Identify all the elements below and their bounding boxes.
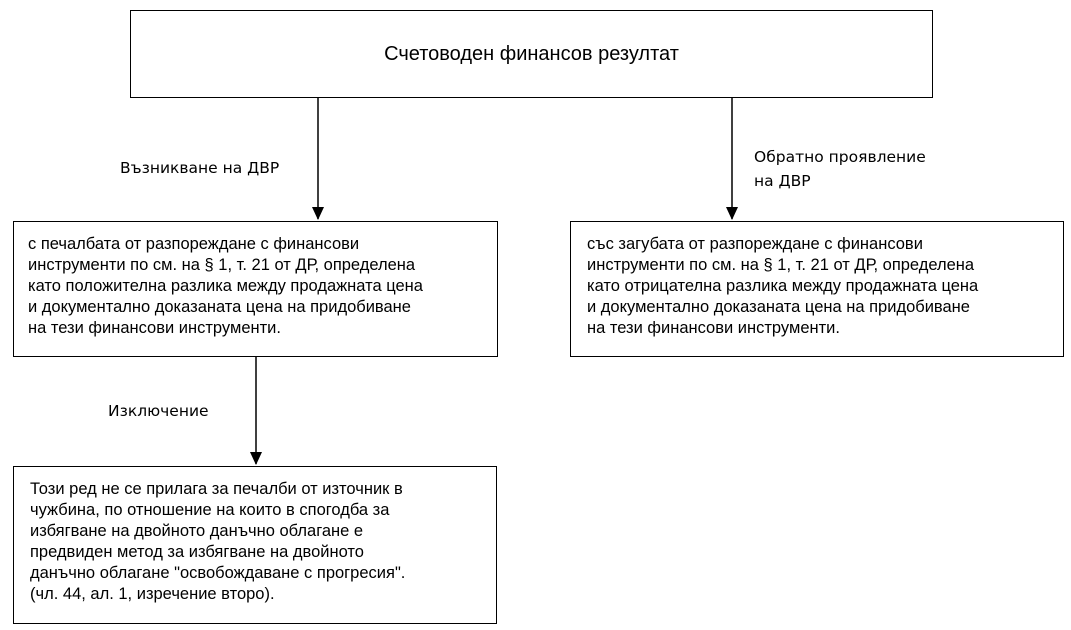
profit-line: с печалбата от разпореждане с финансови bbox=[28, 235, 360, 253]
exception-line: данъчно облагане "освобождаване с прогресия". bbox=[30, 564, 406, 582]
label-reversal-line2: на ДВР bbox=[754, 172, 811, 190]
loss-line: инструменти по см. на § 1, т. 21 от ДР, определена bbox=[587, 256, 975, 274]
root-box bbox=[130, 10, 933, 98]
loss-line: на тези финансови инструменти. bbox=[587, 319, 840, 337]
label-reversal-line1: Обратно проявление bbox=[754, 148, 926, 166]
exception-line: (чл. 44, ал. 1, изречение второ). bbox=[30, 585, 275, 603]
loss-box bbox=[570, 221, 1064, 357]
label-exception: Изключение bbox=[108, 402, 209, 420]
arrowhead-right bbox=[726, 207, 738, 220]
exception-box bbox=[13, 466, 497, 624]
profit-line: като положителна разлика между продажната цена bbox=[28, 277, 423, 295]
exception-line: избягване на двойното данъчно облагане е bbox=[30, 522, 364, 540]
profit-box bbox=[13, 221, 498, 357]
arrowhead-left bbox=[312, 207, 324, 220]
loss-line: и документално доказаната цена на придобиване bbox=[587, 298, 970, 316]
exception-line: чужбина, по отношение на които в спогодба за bbox=[30, 501, 390, 519]
exception-line: Този ред не се прилага за печалби от източник в bbox=[30, 480, 403, 498]
loss-line: като отрицателна разлика между продажната цена bbox=[587, 277, 979, 295]
arrowhead-bottom bbox=[250, 452, 262, 465]
root-title: Счетоводен финансов резултат bbox=[384, 42, 679, 65]
exception-line: предвиден метод за избягване на двойното bbox=[30, 543, 364, 561]
profit-line: и документално доказаната цена на придобиване bbox=[28, 298, 411, 316]
profit-line: инструменти по см. на § 1, т. 21 от ДР, определена bbox=[28, 256, 416, 274]
label-reversal bbox=[754, 145, 974, 193]
profit-line: на тези финансови инструменти. bbox=[28, 319, 281, 337]
loss-line: със загубата от разпореждане с финансови bbox=[587, 235, 923, 253]
label-origin: Възникване на ДВР bbox=[120, 159, 280, 177]
